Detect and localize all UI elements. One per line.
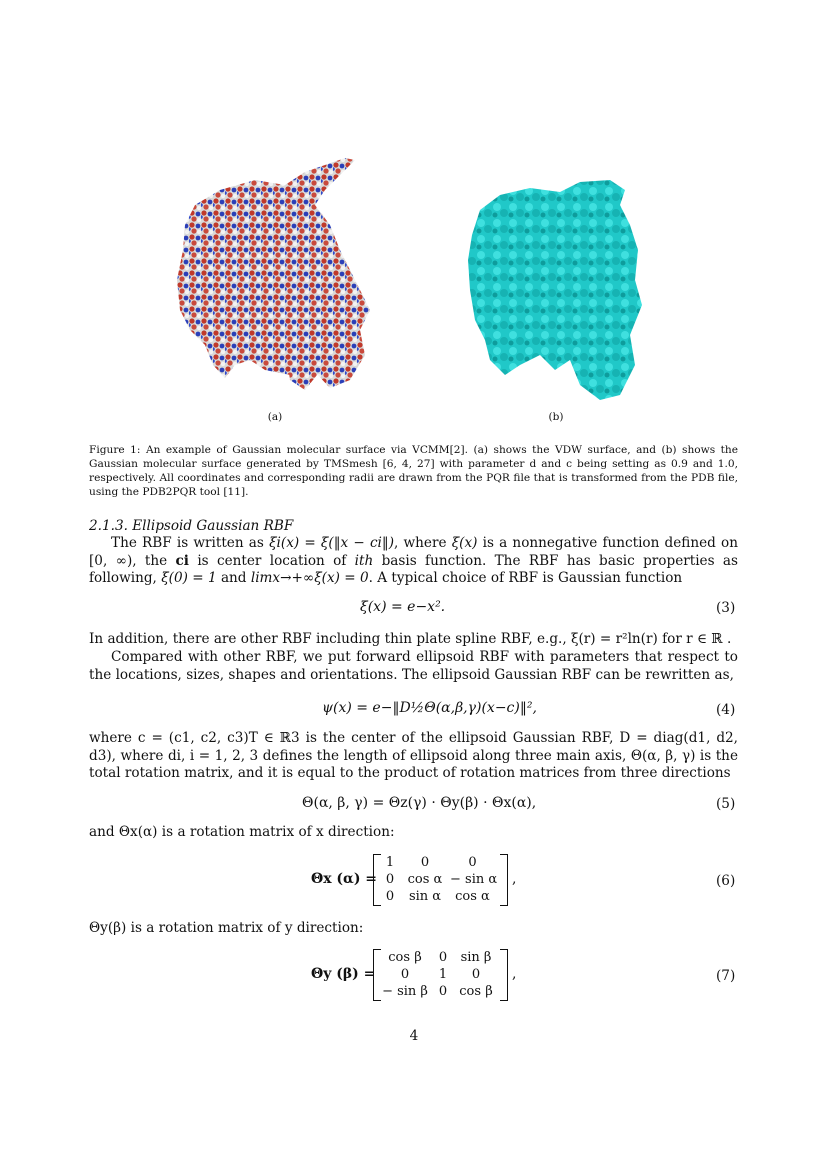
paragraph-other-rbf: In addition, there are other RBF including thin plate spline RBF, e.g., ξ(r) = r²ln(r) for r ∈ ℝ . [89,631,732,647]
vdw-surface-image [165,150,385,400]
page-number: 4 [409,1028,419,1044]
paragraph-rbf-definition [89,535,738,588]
equation-number-6: (6) [716,873,736,889]
paragraph-parameters: where c = (c1, c2, c3)T ∈ ℝ3 is the center of the ellipsoid Gaussian RBF, D = diag(d1, d2, d3), where di, i = 1, 2, 3 defines the length of ellipsoid along three main axis, Θ(α, β, γ) is the total rotation matrix, and it is equal to the product of rotation matrices from three directions [89,730,738,781]
text-run: , where [394,535,452,551]
matrix-right-bracket [500,949,508,1001]
math-inline: ξ(0) = 1 [161,570,217,586]
matrix-cell: cos β [459,984,493,999]
math-inline: [0, ∞) [89,552,133,569]
equation-7-lhs: Θy (β) = [311,966,376,982]
matrix-cell: 1 [438,967,448,982]
text-run: is center location of [188,552,355,569]
matrix-cell: 0 [385,872,395,887]
matrix-cell: 0 [420,855,430,870]
paragraph-ellipsoid-intro: Compared with other RBF, we put forward ellipsoid RBF with parameters that respect to the locations, sizes, shapes and orientations. The ellipsoid Gaussian RBF can be rewritten as, [89,649,738,683]
math-inline: ξ(x) [451,535,478,551]
matrix-cell: cos α [407,872,443,887]
equation-3: ξ(x) = e−x². [360,599,446,615]
text-run: . A typical choice of RBF is Gaussian function [368,570,683,586]
subfigure-label-a: (a) [267,411,283,423]
math-inline: limx→+∞ξ(x) = 0 [250,570,369,586]
equation-5: Θ(α, β, γ) = Θz(γ) · Θy(β) · Θx(α), [302,795,537,811]
paragraph-y-rotation: Θy(β) is a rotation matrix of y direction: [89,920,364,936]
text-run: basis function. The RBF has basic properties as following, [89,552,738,586]
math-inline: ith [354,552,374,569]
matrix-cell: 0 [438,984,448,999]
matrix-cell: sin α [408,889,442,904]
matrix-cell: − sin β [382,984,428,999]
matrix-cell: cos β [388,950,422,965]
matrix-cell: sin β [460,950,492,965]
equation-4: ψ(x) = e−‖D½Θ(α,β,γ)(x−c)‖², [322,700,537,716]
equation-number-4: (4) [716,702,736,718]
matrix-right-bracket [500,854,508,906]
paragraph-x-rotation: and Θx(α) is a rotation matrix of x direction: [89,824,395,840]
matrix-cell: 0 [400,967,410,982]
equation-6-comma: , [512,871,517,887]
equation-6-lhs: Θx (α) = [311,871,378,887]
math-inline: ci [175,552,189,569]
matrix-cell: − sin α [450,872,498,887]
matrix-cell: 0 [385,889,395,904]
math-inline: ξi(x) = ξ(‖x − ci‖) [269,535,395,551]
text-run: The RBF is written as [111,535,270,551]
matrix-cell: 0 [438,950,448,965]
figure-caption: Figure 1: An example of Gaussian molecular surface via VCMM[2]. (a) shows the VDW surface, and (b) shows the Gaussian molecular surface generated by TMSmesh [6, 4, 27] with parameter d and c being setting as 0.9 and 1.0, respectively. All coordinates and corresponding radii are drawn from the PQR file that is transformed from the PDB file, using the PDB2PQR tool [11]. [89,444,738,498]
matrix-cell: 0 [471,967,481,982]
matrix-cell: cos α [455,889,490,904]
subfigure-label-b: (b) [548,411,564,423]
gaussian-surface-image [460,170,650,405]
equation-7-comma: , [512,966,517,982]
text-run: and [216,570,251,586]
section-heading: 2.1.3. Ellipsoid Gaussian RBF [89,518,294,534]
text-run: , the [132,552,176,569]
equation-number-3: (3) [716,600,736,616]
text-run: is a nonnegative function defined on [477,535,738,551]
equation-number-5: (5) [716,796,736,812]
equation-number-7: (7) [716,968,736,984]
matrix-cell: 1 [385,855,395,870]
matrix-cell: 0 [468,855,477,870]
